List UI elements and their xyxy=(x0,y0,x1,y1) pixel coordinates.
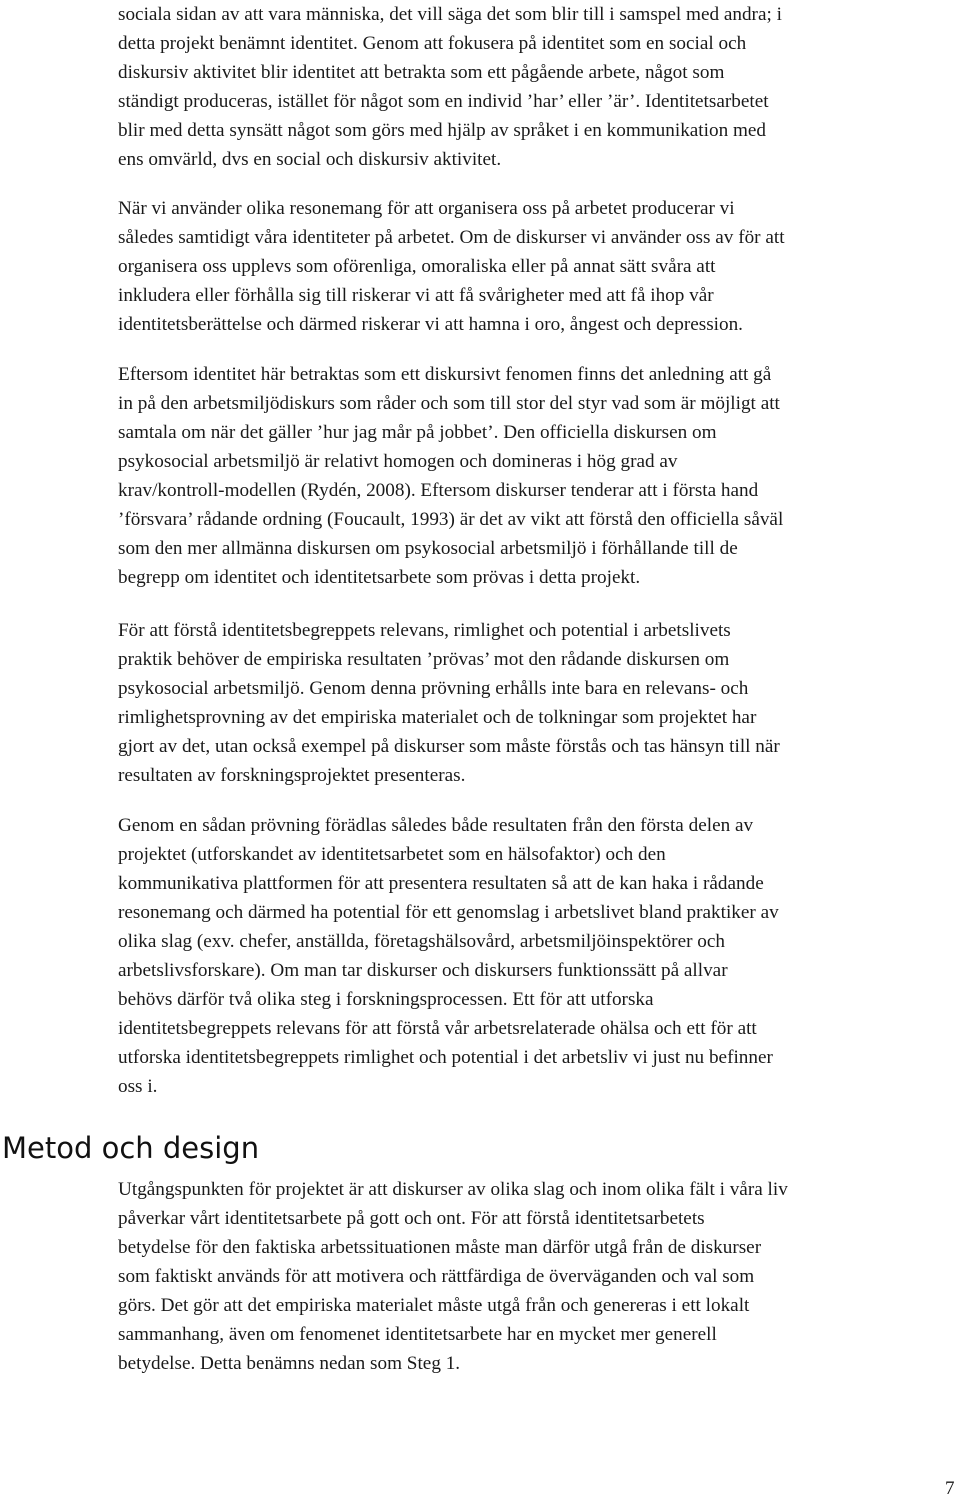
text-line: ’försvara’ rådande ordning (Foucault, 1993) är det av vikt att förstå den officiella såväl xyxy=(118,509,784,530)
paragraph-identity-concept-relevance xyxy=(118,616,958,790)
text-line: begrepp om identitet och identitetsarbete som prövas i detta projekt. xyxy=(118,567,641,588)
text-line: krav/kontroll-modellen (Rydén, 2008). Eftersom diskurser tenderar att i första hand xyxy=(118,480,759,501)
text-line: När vi använder olika resonemang för att organisera oss på arbetet producerar vi xyxy=(118,198,735,219)
text-line: sammanhang, även om fenomenet identitetsarbete har en mycket mer generell xyxy=(118,1324,717,1345)
text-line: resonemang och därmed ha potential för ett genomslag i arbetslivet bland praktiker av xyxy=(118,902,779,923)
text-line: görs. Det gör att det empiriska materialet måste utgå från och genereras i ett lokalt xyxy=(118,1295,750,1316)
text-line: blir med detta synsätt något som görs med hjälp av språket i en kommunikation med xyxy=(118,120,766,141)
text-line: gjort av det, utan också exempel på diskurser som måste förstås och tas hänsyn till när xyxy=(118,736,780,757)
paragraph-testing-refinement xyxy=(118,811,958,1101)
text-line: psykosocial arbetsmiljö. Genom denna prövning erhålls inte bara en relevans- och xyxy=(118,678,749,699)
page-number: 7 xyxy=(945,1478,955,1499)
text-line: praktik behöver de empiriska resultaten ’prövas’ mot den rådande diskursen om xyxy=(118,649,730,670)
text-line: resultaten av forskningsprojektet presenteras. xyxy=(118,765,466,786)
text-line: identitetsberättelse och därmed riskerar vi att hamna i oro, ångest och depression. xyxy=(118,314,743,335)
text-line: inkludera eller förhålla sig till riskerar vi att få svårigheter med att få ihop vår xyxy=(118,285,714,306)
text-line: oss i. xyxy=(118,1076,158,1097)
text-line: ens omvärld, dvs en social och diskursiv aktivitet. xyxy=(118,149,502,170)
text-line: Eftersom identitet här betraktas som ett diskursivt fenomen finns det anledning att gå xyxy=(118,364,772,385)
text-line: således samtidigt våra identiteter på arbetet. Om de diskurser vi använder oss av för att xyxy=(118,227,785,248)
text-line: olika slag (exv. chefer, anställda, företagshälsovård, arbetsmiljöinspektörer och xyxy=(118,931,725,952)
text-line: behövs därför två olika steg i forskningsprocessen. Ett för att utforska xyxy=(118,989,654,1010)
text-line: kommunikativa plattformen för att presentera resultaten så att de kan haka i rådande xyxy=(118,873,764,894)
text-line: in på den arbetsmiljödiskurs som råder och som till stor del styr vad som är möjligt att xyxy=(118,393,780,414)
text-line: ständigt produceras, istället för något som en individ ’har’ eller ’är’. Identitetsarbetet xyxy=(118,91,769,112)
paragraph-method-starting-point xyxy=(118,1175,958,1378)
text-line: diskursiv aktivitet blir identitet att betrakta som ett pågående arbete, något som xyxy=(118,62,725,83)
text-line: betydelse för den faktiska arbetssituationen måste man därför utgå från de diskurser xyxy=(118,1237,762,1258)
paragraph-reasoning xyxy=(118,194,958,339)
text-line: Genom en sådan prövning förädlas således både resultaten från den första delen av xyxy=(118,815,754,836)
text-line: Utgångspunkten för projektet är att diskurser av olika slag och inom olika fält i våra liv xyxy=(118,1179,788,1200)
text-line: som den mer allmänna diskursen om psykosocial arbetsmiljö i förhållande till de xyxy=(118,538,738,559)
text-line: sociala sidan av att vara människa, det vill säga det som blir till i samspel med andra; i xyxy=(118,4,782,25)
text-line: samtala om när det gäller ’hur jag mår på jobbet’. Den officiella diskursen om xyxy=(118,422,717,443)
section-heading-method-design: Metod och design xyxy=(2,1131,260,1165)
text-line: psykosocial arbetsmiljö är relativt homogen och domineras i hög grad av xyxy=(118,451,678,472)
text-line: För att förstå identitetsbegreppets relevans, rimlighet och potential i arbetslivets xyxy=(118,620,731,641)
text-line: utforska identitetsbegreppets rimlighet och potential i det arbetsliv vi just nu befinner xyxy=(118,1047,773,1068)
text-line: arbetslivsforskare). Om man tar diskurser och diskursers funktionssätt på allvar xyxy=(118,960,728,981)
text-line: rimlighetsprovning av det empiriska materialet och de tolkningar som projektet har xyxy=(118,707,757,728)
text-line: identitetsbegreppets relevans för att förstå vår arbetsrelaterade ohälsa och ett för att xyxy=(118,1018,757,1039)
paragraph-work-environment-discourse xyxy=(118,360,958,592)
text-line: projektet (utforskandet av identitetsarbetet som en hälsofaktor) och den xyxy=(118,844,666,865)
text-line: betydelse. Detta benämns nedan som Steg 1. xyxy=(118,1353,461,1374)
paragraph-identity-intro xyxy=(118,0,958,174)
text-line: påverkar vårt identitetsarbete på gott och ont. För att förstå identitetsarbetets xyxy=(118,1208,705,1229)
text-line: organisera oss upplevs som oförenliga, omoraliska eller på annat sätt svåra att xyxy=(118,256,716,277)
text-line: detta projekt benämnt identitet. Genom att fokusera på identitet som en social och xyxy=(118,33,747,54)
text-line: som faktiskt används för att motivera och rättfärdiga de överväganden och val som xyxy=(118,1266,755,1287)
